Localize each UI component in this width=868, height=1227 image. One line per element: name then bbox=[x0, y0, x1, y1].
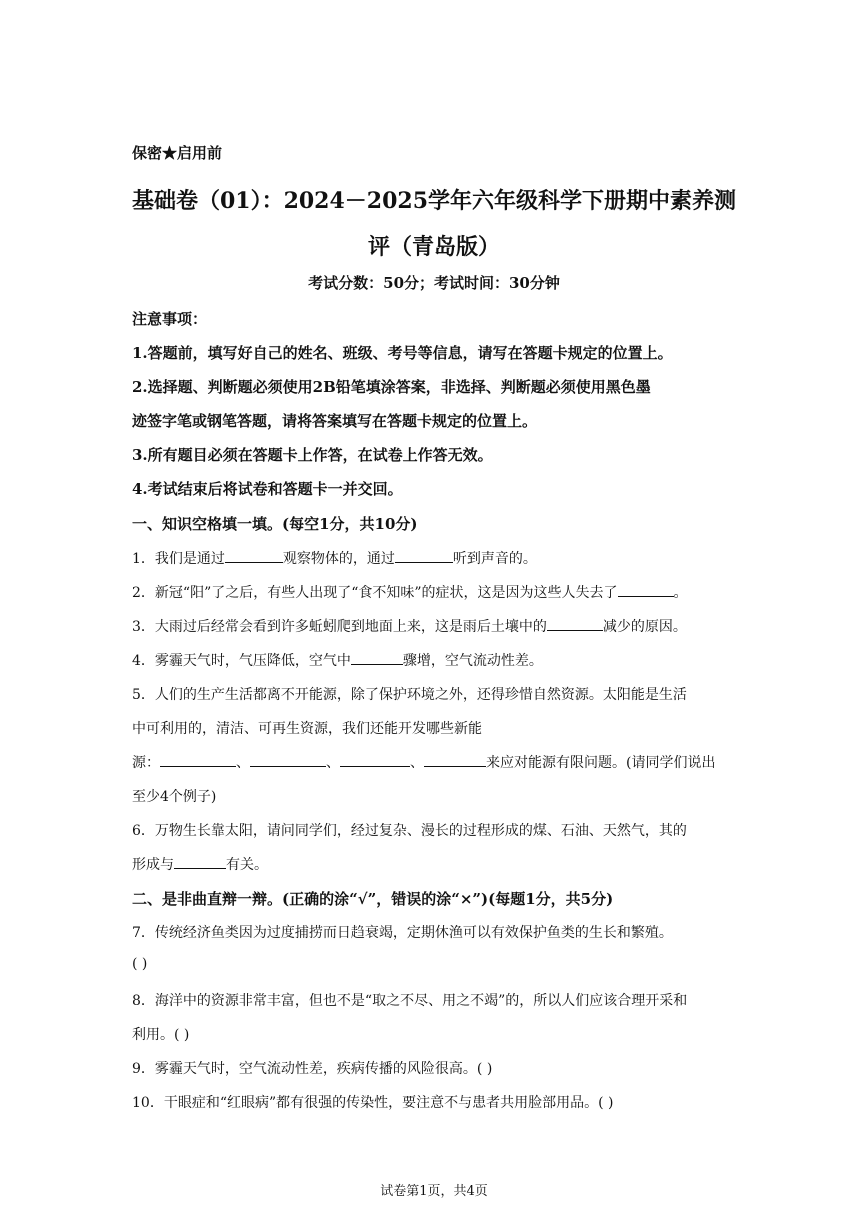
exam-info: 考试分数：50分；考试时间：30分钟 bbox=[308, 274, 560, 292]
notice-item-3: 3.所有题目必须在答题卡上作答，在试卷上作答无效。 bbox=[132, 446, 493, 464]
notice-heading: 注意事项： bbox=[132, 310, 208, 328]
confidential-label: 保密★启用前 bbox=[132, 144, 223, 162]
question-7-line1: 7．传统经济鱼类因为过度捕捞而日趋衰竭，定期休渔可以有效保护鱼类的生长和繁殖。 bbox=[132, 925, 673, 941]
question-4 bbox=[132, 650, 543, 670]
q5-blank-1[interactable] bbox=[160, 752, 236, 767]
question-5-line3 bbox=[132, 752, 715, 772]
question-6-line1: 6．万物生长靠太阳，请问同学们，经过复杂、漫长的过程形成的煤、石油、天然气，其的 bbox=[132, 823, 687, 839]
question-5-line4: 至少4个例子) bbox=[132, 789, 217, 805]
q4-blank[interactable] bbox=[351, 650, 403, 665]
exam-title-line1: 基础卷（01）：2024－2025学年六年级科学下册期中素养测 bbox=[131, 188, 737, 214]
question-9[interactable]: 9．雾霾天气时，空气流动性差，疾病传播的风险很高。( ) bbox=[132, 1061, 493, 1077]
question-2 bbox=[132, 582, 688, 602]
q5-text-a: 源： bbox=[132, 755, 160, 771]
question-7-answer[interactable]: ( ) bbox=[132, 956, 148, 972]
q5-sep-3: 、 bbox=[410, 755, 424, 771]
question-8-line1: 8．海洋中的资源非常丰富，但也不是“取之不尽、用之不竭”的，所以人们应该合理开采和 bbox=[132, 993, 688, 1009]
q1-blank-1[interactable] bbox=[225, 548, 283, 563]
notice-item-4: 4.考试结束后将试卷和答题卡一并交回。 bbox=[132, 480, 403, 498]
q2-text-a: 2．新冠“阳”了之后，有些人出现了“食不知味”的症状，这是因为这些人失去了 bbox=[132, 585, 618, 601]
q6-text-b: 有关。 bbox=[226, 857, 268, 873]
q1-text-b: 观察物体的，通过 bbox=[282, 551, 395, 567]
q5-text-b: 来应对能源有限问题。(请同学们说出 bbox=[486, 755, 716, 771]
question-1 bbox=[132, 548, 537, 568]
q3-blank[interactable] bbox=[547, 616, 603, 631]
question-6-line2 bbox=[132, 854, 268, 874]
q5-blank-4[interactable] bbox=[424, 752, 486, 767]
q3-text-a: 3．大雨过后经常会看到许多蚯蚓爬到地面上来，这是雨后土壤中的 bbox=[132, 619, 547, 635]
question-5-line2: 中可利用的，清洁、可再生资源，我们还能开发哪些新能 bbox=[132, 721, 482, 737]
q5-blank-2[interactable] bbox=[250, 752, 326, 767]
notice-item-2-cont: 迹签字笔或钢笔答题，请将答案填写在答题卡规定的位置上。 bbox=[132, 412, 538, 430]
notice-item-1: 1.答题前，填写好自己的姓名、班级、考号等信息，请写在答题卡规定的位置上。 bbox=[132, 344, 673, 362]
q5-sep-2: 、 bbox=[326, 755, 340, 771]
section2-heading: 二、是非曲直辩一辩。(正确的涂“√”，错误的涂“×”)(每题1分，共5分) bbox=[132, 890, 614, 908]
question-8-line2[interactable]: 利用。( ) bbox=[132, 1027, 190, 1043]
section1-heading: 一、知识空格填一填。(每空1分，共10分) bbox=[132, 515, 418, 533]
q1-blank-2[interactable] bbox=[395, 548, 453, 563]
page-footer: 试卷第1页，共4页 bbox=[380, 1184, 488, 1199]
q4-text-b: 骤增，空气流动性差。 bbox=[402, 653, 543, 669]
q3-text-b: 减少的原因。 bbox=[602, 619, 687, 635]
question-5-line1: 5．人们的生产生活都离不开能源，除了保护环境之外，还得珍惜自然资源。太阳能是生活 bbox=[132, 687, 687, 703]
q2-text-b: 。 bbox=[673, 585, 688, 601]
q1-text-a: 1．我们是通过 bbox=[132, 551, 225, 567]
question-3 bbox=[132, 616, 687, 636]
q6-blank[interactable] bbox=[174, 854, 226, 869]
q5-sep-1: 、 bbox=[236, 755, 250, 771]
q2-blank[interactable] bbox=[618, 582, 674, 597]
q1-text-c: 听到声音的。 bbox=[452, 551, 537, 567]
question-10[interactable]: 10．干眼症和“红眼病”都有很强的传染性，要注意不与患者共用脸部用品。( ) bbox=[132, 1095, 614, 1111]
exam-title-line2: 评（青岛版） bbox=[367, 234, 500, 260]
q4-text-a: 4．雾霾天气时，气压降低，空气中 bbox=[132, 653, 351, 669]
notice-item-2: 2.选择题、判断题必须使用2B铅笔填涂答案，非选择、判断题必须使用黑色墨 bbox=[132, 378, 651, 396]
q5-blank-3[interactable] bbox=[340, 752, 410, 767]
q6-text-a: 形成与 bbox=[132, 857, 174, 873]
